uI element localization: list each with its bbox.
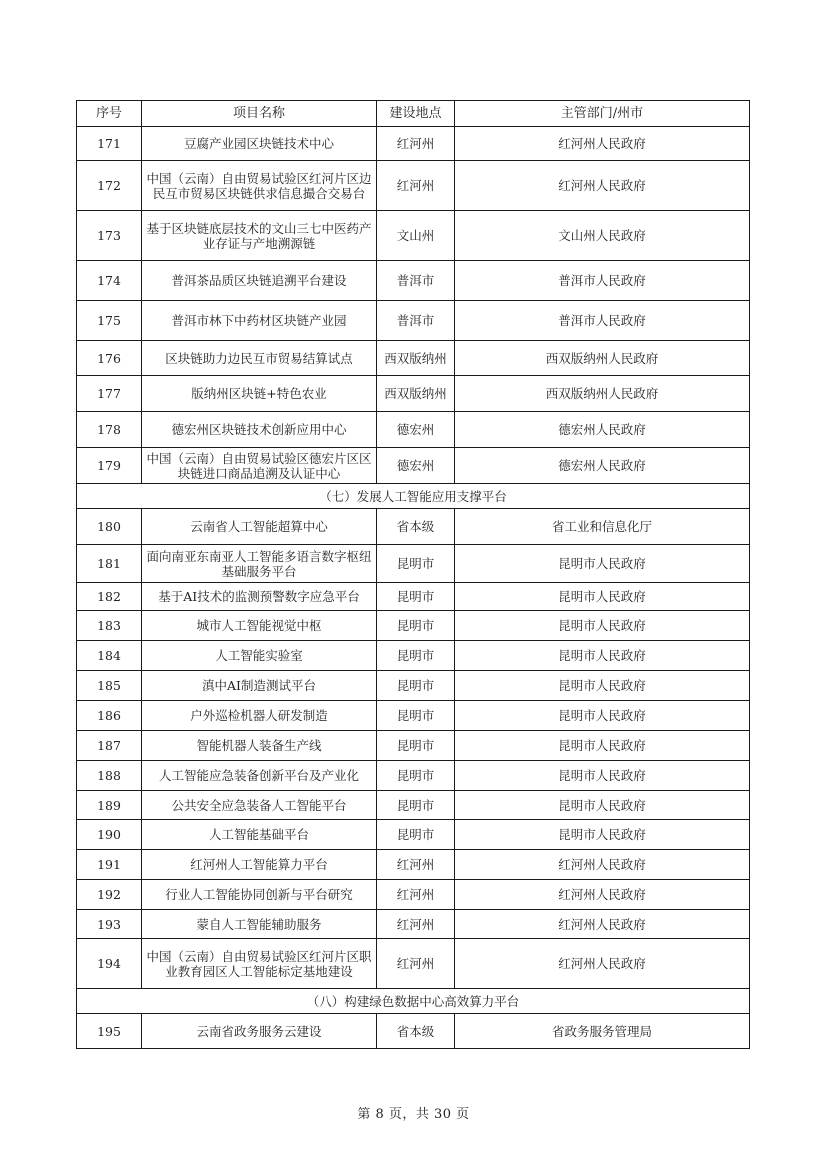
construction-location: 德宏州 bbox=[377, 448, 455, 484]
project-name: 云南省人工智能超算中心 bbox=[142, 509, 377, 545]
row-number: 190 bbox=[77, 820, 142, 850]
header-location: 建设地点 bbox=[377, 101, 455, 127]
project-name: 行业人工智能协同创新与平台研究 bbox=[142, 880, 377, 910]
construction-location: 红河州 bbox=[377, 910, 455, 939]
row-number: 178 bbox=[77, 412, 142, 448]
construction-location: 昆明市 bbox=[377, 761, 455, 791]
project-name: 中国（云南）自由贸易试验区德宏片区区块链进口商品追溯及认证中心 bbox=[142, 448, 377, 484]
department: 红河州人民政府 bbox=[455, 880, 750, 910]
project-name: 版纳州区块链+特色农业 bbox=[142, 376, 377, 412]
row-number: 183 bbox=[77, 611, 142, 641]
table-row bbox=[77, 161, 750, 211]
department: 昆明市人民政府 bbox=[455, 583, 750, 611]
project-name: 普洱市林下中药材区块链产业园 bbox=[142, 301, 377, 341]
department: 德宏州人民政府 bbox=[455, 412, 750, 448]
row-number: 173 bbox=[77, 211, 142, 261]
construction-location: 红河州 bbox=[377, 880, 455, 910]
department: 昆明市人民政府 bbox=[455, 791, 750, 820]
project-table bbox=[76, 100, 750, 1049]
project-name: 智能机器人装备生产线 bbox=[142, 731, 377, 761]
table-header-row bbox=[77, 101, 750, 127]
row-number: 182 bbox=[77, 583, 142, 611]
construction-location: 红河州 bbox=[377, 850, 455, 880]
table-row bbox=[77, 448, 750, 484]
construction-location: 昆明市 bbox=[377, 671, 455, 701]
project-name: 公共安全应急装备人工智能平台 bbox=[142, 791, 377, 820]
table-row bbox=[77, 1014, 750, 1049]
table-row bbox=[77, 910, 750, 939]
construction-location: 昆明市 bbox=[377, 731, 455, 761]
construction-location: 红河州 bbox=[377, 127, 455, 161]
table-row bbox=[77, 611, 750, 641]
table-row bbox=[77, 880, 750, 910]
project-name: 区块链助力边民互市贸易结算试点 bbox=[142, 341, 377, 376]
row-number: 180 bbox=[77, 509, 142, 545]
construction-location: 省本级 bbox=[377, 509, 455, 545]
page-footer: 第 8 页，共 30 页 bbox=[357, 1107, 470, 1122]
department: 红河州人民政府 bbox=[455, 910, 750, 939]
row-number: 175 bbox=[77, 301, 142, 341]
construction-location: 昆明市 bbox=[377, 611, 455, 641]
row-number: 188 bbox=[77, 761, 142, 791]
department: 昆明市人民政府 bbox=[455, 761, 750, 791]
construction-location: 红河州 bbox=[377, 161, 455, 211]
row-number: 176 bbox=[77, 341, 142, 376]
row-number: 189 bbox=[77, 791, 142, 820]
table-row bbox=[77, 791, 750, 820]
section-row bbox=[77, 484, 750, 509]
project-name: 云南省政务服务云建设 bbox=[142, 1014, 377, 1049]
project-name: 中国（云南）自由贸易试验区红河片区职业教育园区人工智能标定基地建设 bbox=[142, 939, 377, 989]
department: 红河州人民政府 bbox=[455, 127, 750, 161]
construction-location: 昆明市 bbox=[377, 545, 455, 583]
department: 昆明市人民政府 bbox=[455, 671, 750, 701]
project-name: 城市人工智能视觉中枢 bbox=[142, 611, 377, 641]
construction-location: 昆明市 bbox=[377, 641, 455, 671]
construction-location: 昆明市 bbox=[377, 791, 455, 820]
department: 文山州人民政府 bbox=[455, 211, 750, 261]
row-number: 191 bbox=[77, 850, 142, 880]
department: 德宏州人民政府 bbox=[455, 448, 750, 484]
project-name: 德宏州区块链技术创新应用中心 bbox=[142, 412, 377, 448]
table-row bbox=[77, 545, 750, 583]
construction-location: 文山州 bbox=[377, 211, 455, 261]
table-row bbox=[77, 641, 750, 671]
construction-location: 德宏州 bbox=[377, 412, 455, 448]
table-row bbox=[77, 820, 750, 850]
department: 普洱市人民政府 bbox=[455, 301, 750, 341]
table-row bbox=[77, 301, 750, 341]
table-row bbox=[77, 701, 750, 731]
department: 省工业和信息化厅 bbox=[455, 509, 750, 545]
construction-location: 西双版纳州 bbox=[377, 376, 455, 412]
department: 红河州人民政府 bbox=[455, 939, 750, 989]
row-number: 195 bbox=[77, 1014, 142, 1049]
row-number: 193 bbox=[77, 910, 142, 939]
department: 昆明市人民政府 bbox=[455, 731, 750, 761]
header-number: 序号 bbox=[77, 101, 142, 127]
row-number: 186 bbox=[77, 701, 142, 731]
project-name: 基于区块链底层技术的文山三七中医药产业存证与产地溯源链 bbox=[142, 211, 377, 261]
project-name: 红河州人工智能算力平台 bbox=[142, 850, 377, 880]
department: 红河州人民政府 bbox=[455, 850, 750, 880]
project-name: 人工智能实验室 bbox=[142, 641, 377, 671]
table-row bbox=[77, 127, 750, 161]
table-body bbox=[77, 127, 750, 1049]
row-number: 172 bbox=[77, 161, 142, 211]
department: 昆明市人民政府 bbox=[455, 701, 750, 731]
construction-location: 普洱市 bbox=[377, 261, 455, 301]
construction-location: 西双版纳州 bbox=[377, 341, 455, 376]
construction-location: 普洱市 bbox=[377, 301, 455, 341]
department: 昆明市人民政府 bbox=[455, 641, 750, 671]
construction-location: 省本级 bbox=[377, 1014, 455, 1049]
row-number: 185 bbox=[77, 671, 142, 701]
department: 西双版纳州人民政府 bbox=[455, 341, 750, 376]
row-number: 187 bbox=[77, 731, 142, 761]
table-row bbox=[77, 341, 750, 376]
table-row bbox=[77, 583, 750, 611]
table-row bbox=[77, 850, 750, 880]
row-number: 179 bbox=[77, 448, 142, 484]
department: 昆明市人民政府 bbox=[455, 545, 750, 583]
row-number: 174 bbox=[77, 261, 142, 301]
section-title: （八）构建绿色数据中心高效算力平台 bbox=[77, 989, 750, 1014]
row-number: 184 bbox=[77, 641, 142, 671]
project-name: 面向南亚东南亚人工智能多语言数字枢纽基础服务平台 bbox=[142, 545, 377, 583]
row-number: 192 bbox=[77, 880, 142, 910]
table-row bbox=[77, 509, 750, 545]
project-name: 人工智能基础平台 bbox=[142, 820, 377, 850]
construction-location: 红河州 bbox=[377, 939, 455, 989]
header-department: 主管部门/州市 bbox=[455, 101, 750, 127]
department: 西双版纳州人民政府 bbox=[455, 376, 750, 412]
table-row bbox=[77, 671, 750, 701]
construction-location: 昆明市 bbox=[377, 820, 455, 850]
table-row bbox=[77, 376, 750, 412]
row-number: 177 bbox=[77, 376, 142, 412]
department: 省政务服务管理局 bbox=[455, 1014, 750, 1049]
section-title: （七）发展人工智能应用支撑平台 bbox=[77, 484, 750, 509]
project-name: 普洱茶品质区块链追溯平台建设 bbox=[142, 261, 377, 301]
project-name: 豆腐产业园区块链技术中心 bbox=[142, 127, 377, 161]
project-name: 滇中AI制造测试平台 bbox=[142, 671, 377, 701]
department: 昆明市人民政府 bbox=[455, 820, 750, 850]
construction-location: 昆明市 bbox=[377, 583, 455, 611]
project-name: 户外巡检机器人研发制造 bbox=[142, 701, 377, 731]
row-number: 171 bbox=[77, 127, 142, 161]
table-row bbox=[77, 261, 750, 301]
table-row bbox=[77, 211, 750, 261]
department: 昆明市人民政府 bbox=[455, 611, 750, 641]
table-row bbox=[77, 939, 750, 989]
section-row bbox=[77, 989, 750, 1014]
table-row bbox=[77, 731, 750, 761]
project-name: 中国（云南）自由贸易试验区红河片区边民互市贸易区块链供求信息撮合交易台 bbox=[142, 161, 377, 211]
department: 普洱市人民政府 bbox=[455, 261, 750, 301]
header-project-name: 项目名称 bbox=[142, 101, 377, 127]
department: 红河州人民政府 bbox=[455, 161, 750, 211]
construction-location: 昆明市 bbox=[377, 701, 455, 731]
project-name: 基于AI技术的监测预警数字应急平台 bbox=[142, 583, 377, 611]
row-number: 181 bbox=[77, 545, 142, 583]
project-name: 蒙自人工智能辅助服务 bbox=[142, 910, 377, 939]
table-row bbox=[77, 761, 750, 791]
row-number: 194 bbox=[77, 939, 142, 989]
table-row bbox=[77, 412, 750, 448]
project-name: 人工智能应急装备创新平台及产业化 bbox=[142, 761, 377, 791]
